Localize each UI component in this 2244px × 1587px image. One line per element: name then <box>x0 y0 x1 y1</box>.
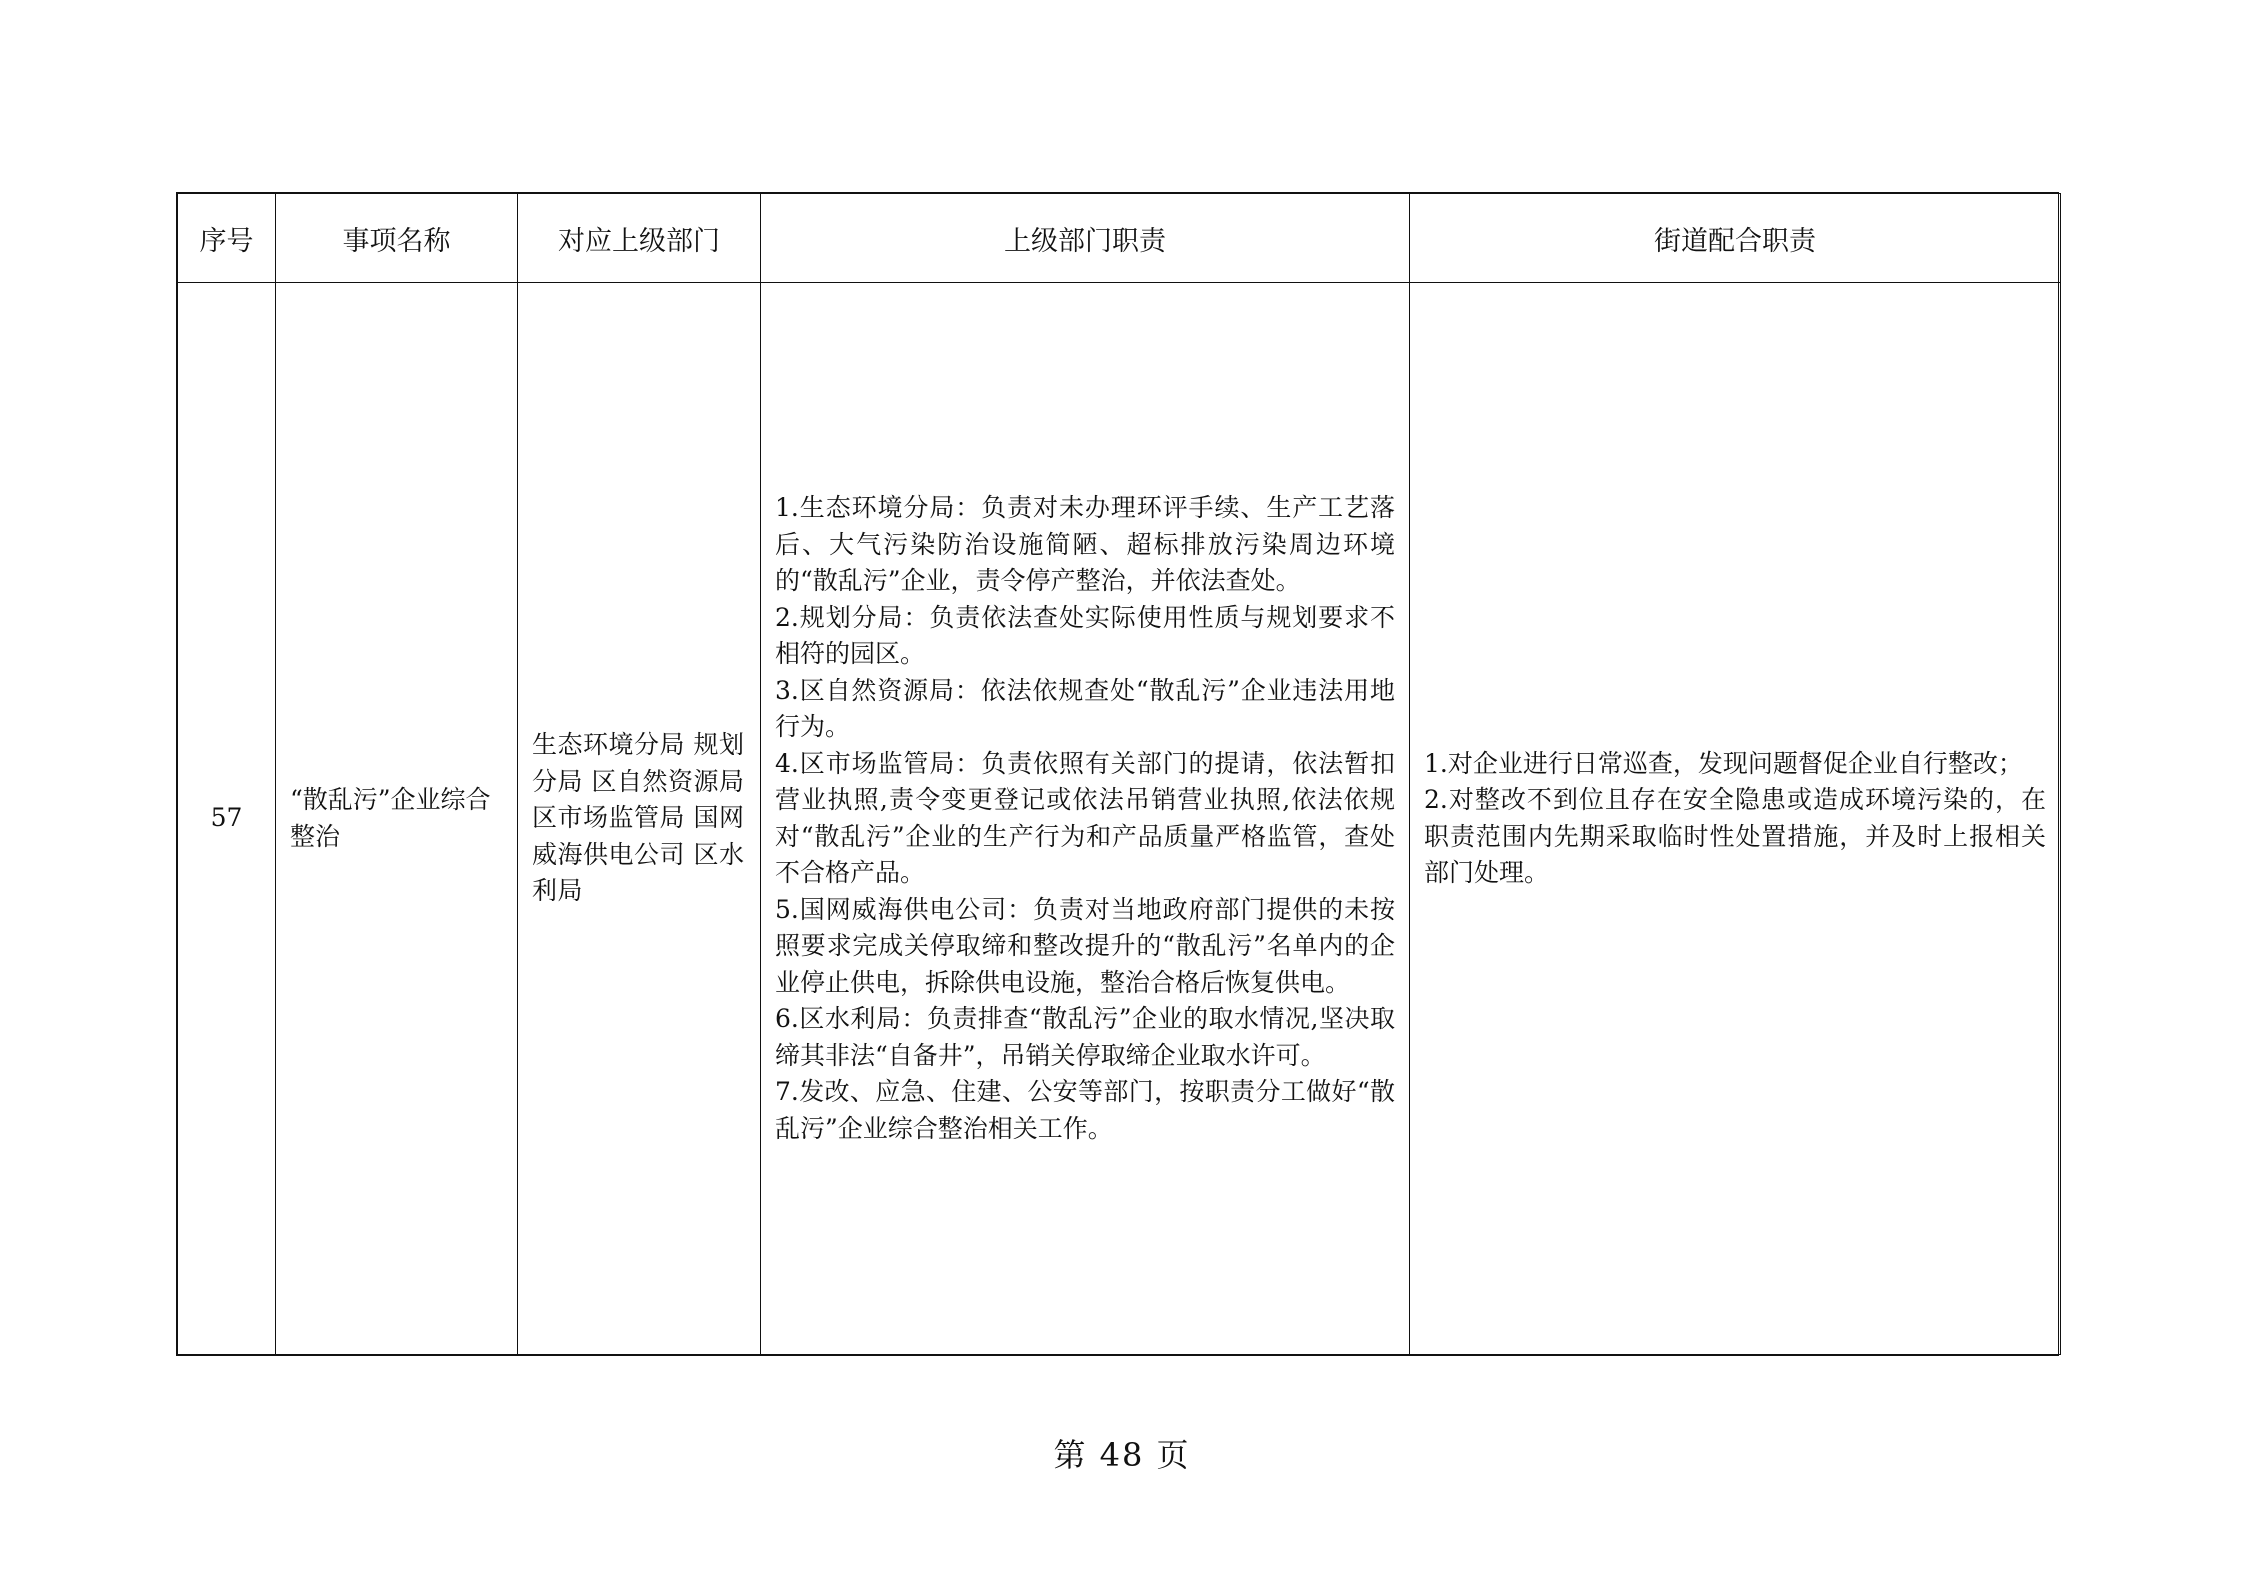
row-superior-duties <box>761 283 1410 1355</box>
street-duty-item: 2.对整改不到位且存在安全隐患或造成环境污染的，在职责范围内先期采取临时性处置措施，并及时上报相关部门处理。 <box>1424 785 2046 887</box>
row-item-name: “散乱污”企业综合整治 <box>276 283 518 1355</box>
row-superior-departments: 生态环境分局 规划分局 区自然资源局 区市场监管局 国网威海供电公司 区水利局 <box>518 283 761 1355</box>
header-number: 序号 <box>178 194 276 283</box>
header-street-duties: 街道配合职责 <box>1410 194 2061 283</box>
page-number: 第 48 页 <box>1053 1436 1191 1474</box>
header-item-name: 事项名称 <box>276 194 518 283</box>
header-superior-department: 对应上级部门 <box>518 194 761 283</box>
street-duty-item: 1.对企业进行日常巡查，发现问题督促企业自行整改； <box>1424 748 2023 778</box>
responsibility-table <box>177 193 2061 1355</box>
superior-duty-item: 4.区市场监管局：负责依照有关部门的提请，依法暂扣营业执照,责令变更登记或依法吊销营业执照,依法依规对“散乱污”企业的生产行为和产品质量严格监管，查处不合格产品。 <box>775 748 1395 887</box>
superior-duty-item: 5.国网威海供电公司：负责对当地政府部门提供的未按照要求完成关停取缔和整改提升的“散乱污”名单内的企业停止供电，拆除供电设施，整治合格后恢复供电。 <box>775 894 1395 997</box>
superior-duty-item: 6.区水利局：负责排查“散乱污”企业的取水情况,坚决取缔其非法“自备井”，吊销关停取缔企业取水许可。 <box>775 1004 1395 1070</box>
table-row <box>178 283 2061 1355</box>
row-number: 57 <box>178 283 276 1355</box>
responsibility-table-container <box>176 192 2059 1356</box>
superior-duty-item: 1.生态环境分局：负责对未办理环评手续、生产工艺落后、大气污染防治设施简陋、超标排放污染周边环境的“散乱污”企业，责令停产整治，并依法查处。 <box>775 493 1395 595</box>
superior-duty-item: 3.区自然资源局：依法依规查处“散乱污”企业违法用地行为。 <box>775 675 1395 741</box>
table-header-row <box>178 194 2061 283</box>
superior-duty-item: 7.发改、应急、住建、公安等部门，按职责分工做好“散乱污”企业综合整治相关工作。 <box>775 1077 1395 1143</box>
header-superior-duties: 上级部门职责 <box>761 194 1410 283</box>
row-street-duties <box>1410 283 2061 1355</box>
superior-duty-item: 2.规划分局：负责依法查处实际使用性质与规划要求不相符的园区。 <box>775 602 1395 668</box>
